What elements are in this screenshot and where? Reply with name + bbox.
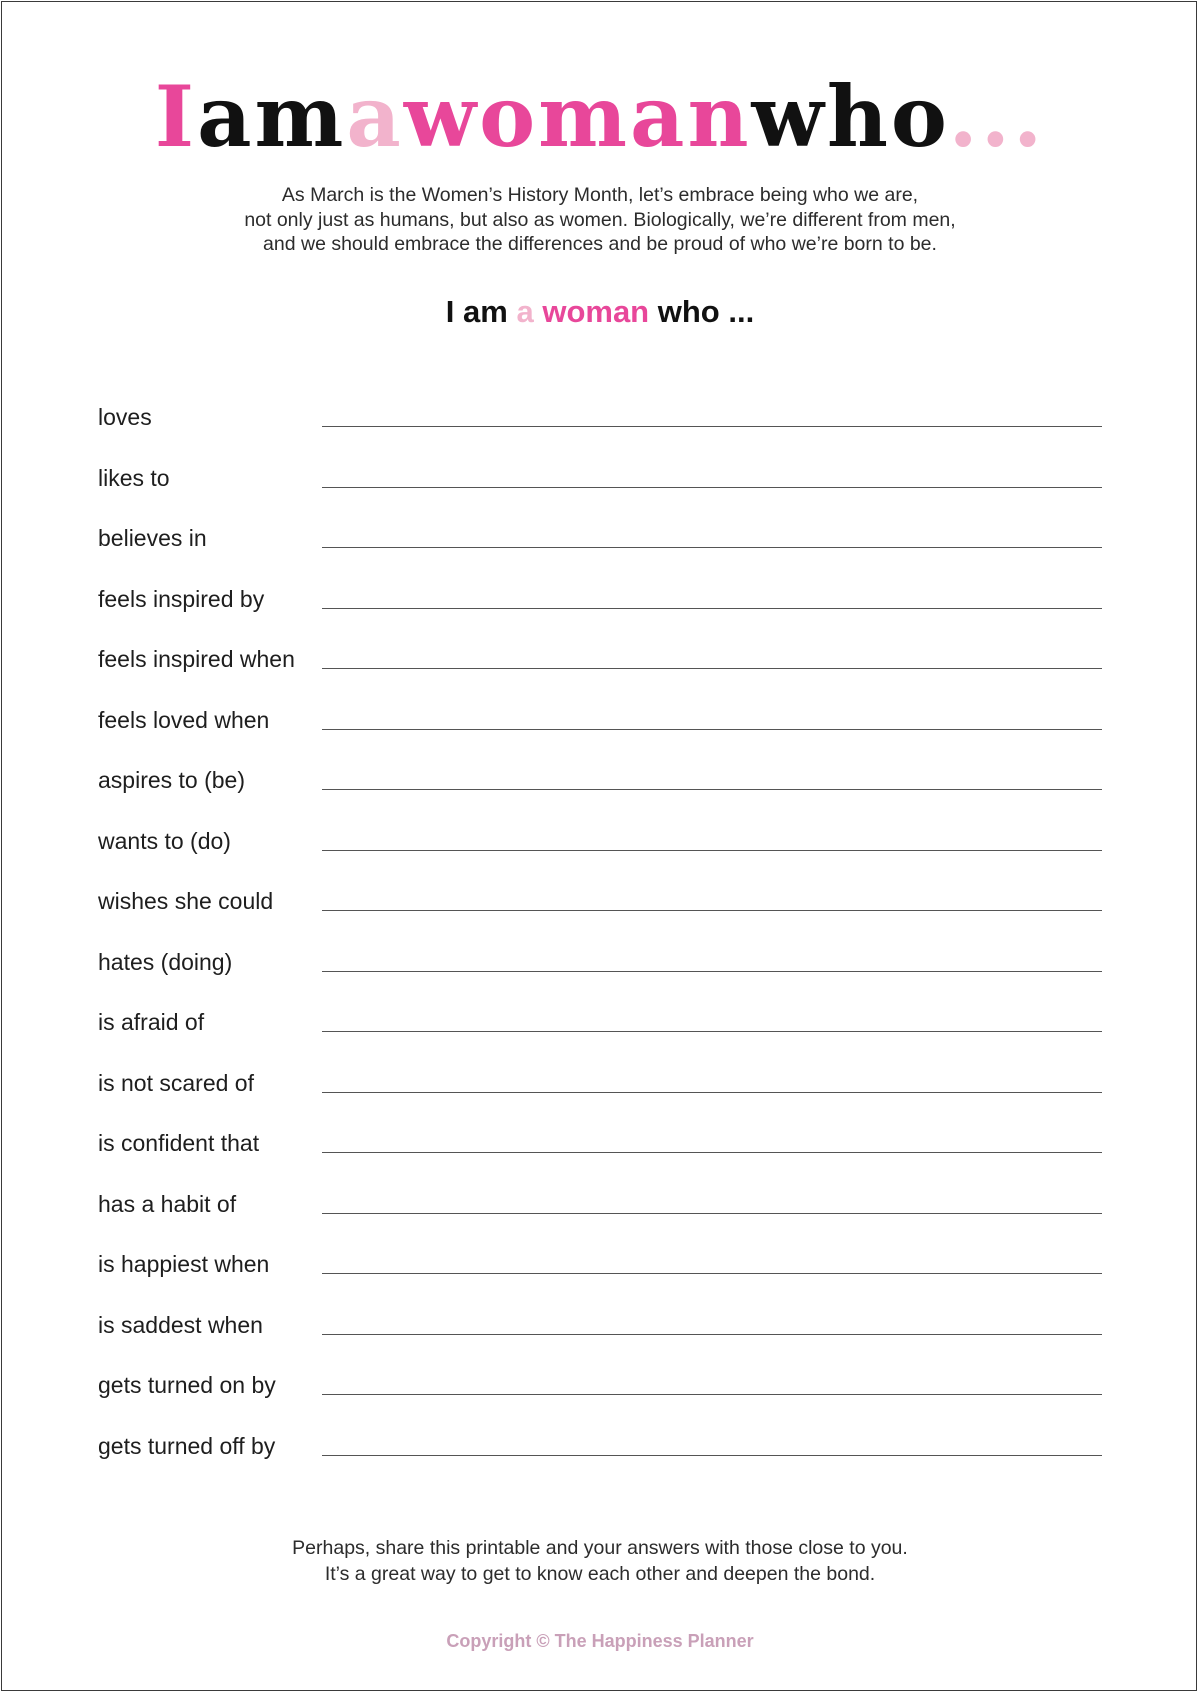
- title-word-i: I: [154, 67, 198, 166]
- prompt-row: [98, 1305, 1102, 1366]
- prompt-label: is happiest when: [98, 1251, 270, 1277]
- prompt-label: aspires to (be): [98, 767, 246, 793]
- prompt-row: [98, 458, 1102, 519]
- intro-line: not only just as humans, but also as women. Biologically, we’re different from men,: [244, 208, 956, 231]
- answer-line[interactable]: [322, 1092, 1102, 1093]
- title-word-a: a: [346, 67, 404, 166]
- prompt-row: [98, 1002, 1102, 1063]
- prompt-row: [98, 1123, 1102, 1184]
- answer-line[interactable]: [322, 971, 1102, 972]
- answer-line[interactable]: [322, 1394, 1102, 1395]
- prompt-row: [98, 397, 1102, 458]
- prompt-row: [98, 1365, 1102, 1426]
- answer-line[interactable]: [322, 1213, 1102, 1214]
- answer-line[interactable]: [322, 1031, 1102, 1032]
- prompt-row: [98, 579, 1102, 640]
- prompt-label: loves: [98, 404, 152, 430]
- prompt-row: [98, 760, 1102, 821]
- prompt-row: [98, 821, 1102, 882]
- intro-paragraph: [0, 183, 1200, 257]
- answer-line[interactable]: [322, 1334, 1102, 1335]
- prompt-label: gets turned off by: [98, 1432, 276, 1459]
- prompt-label: feels inspired when: [98, 646, 295, 672]
- prompt-label: likes to: [98, 464, 170, 491]
- prompt-label: has a habit of: [98, 1190, 237, 1217]
- prompt-label: is not scared of: [98, 1069, 254, 1096]
- prompt-label: is confident that: [98, 1130, 260, 1156]
- subtitle-i-am: I am: [445, 294, 508, 329]
- answer-line[interactable]: [322, 789, 1102, 790]
- prompt-row: [98, 881, 1102, 942]
- answer-line[interactable]: [322, 426, 1102, 427]
- intro-line: and we should embrace the differences and be proud of who we’re born to be.: [263, 233, 937, 255]
- prompt-label: believes in: [98, 525, 207, 551]
- intro-line: As March is the Women’s History Month, let’s embrace being who we are,: [281, 184, 919, 206]
- subtitle-a: a: [516, 294, 534, 329]
- subtitle: [0, 292, 1200, 332]
- closing-paragraph: [0, 1535, 1200, 1587]
- answer-line[interactable]: [322, 668, 1102, 669]
- title-word-woman: woman: [403, 67, 752, 166]
- title-ellipsis: ...: [948, 67, 1046, 166]
- prompt-list: [98, 397, 1102, 1486]
- prompt-row: [98, 700, 1102, 761]
- prompt-label: is saddest when: [98, 1311, 263, 1338]
- answer-line[interactable]: [322, 1152, 1102, 1153]
- prompt-label: wants to (do): [98, 827, 231, 854]
- prompt-label: hates (doing): [98, 948, 233, 975]
- answer-line[interactable]: [322, 850, 1102, 851]
- prompt-label: feels inspired by: [98, 585, 265, 612]
- answer-line[interactable]: [322, 547, 1102, 548]
- prompt-row: [98, 639, 1102, 700]
- answer-line[interactable]: [322, 1455, 1102, 1456]
- answer-line[interactable]: [322, 1273, 1102, 1274]
- prompt-row: [98, 1244, 1102, 1305]
- closing-line: Perhaps, share this printable and your answers with those close to you.: [292, 1537, 908, 1559]
- prompt-row: [98, 942, 1102, 1003]
- title-word-am: am: [197, 67, 347, 166]
- prompt-label: gets turned on by: [98, 1372, 276, 1398]
- closing-line: It’s a great way to get to know each other and deepen the bond.: [324, 1563, 876, 1585]
- copyright-notice: Copyright © The Happiness Planner: [446, 1631, 754, 1651]
- answer-line[interactable]: [322, 910, 1102, 911]
- subtitle-who: who ...: [657, 294, 755, 329]
- prompt-row: [98, 518, 1102, 579]
- prompt-label: feels loved when: [98, 706, 270, 733]
- prompt-label: wishes she could: [98, 888, 274, 914]
- answer-line[interactable]: [322, 729, 1102, 730]
- answer-line[interactable]: [322, 487, 1102, 488]
- answer-line[interactable]: [322, 608, 1102, 609]
- prompt-row: [98, 1184, 1102, 1245]
- prompt-label: is afraid of: [98, 1009, 205, 1035]
- subtitle-woman: woman: [542, 294, 650, 329]
- main-title: [0, 62, 1200, 172]
- prompt-row: [98, 1426, 1102, 1487]
- prompt-row: [98, 1063, 1102, 1124]
- title-word-who: who: [751, 67, 949, 166]
